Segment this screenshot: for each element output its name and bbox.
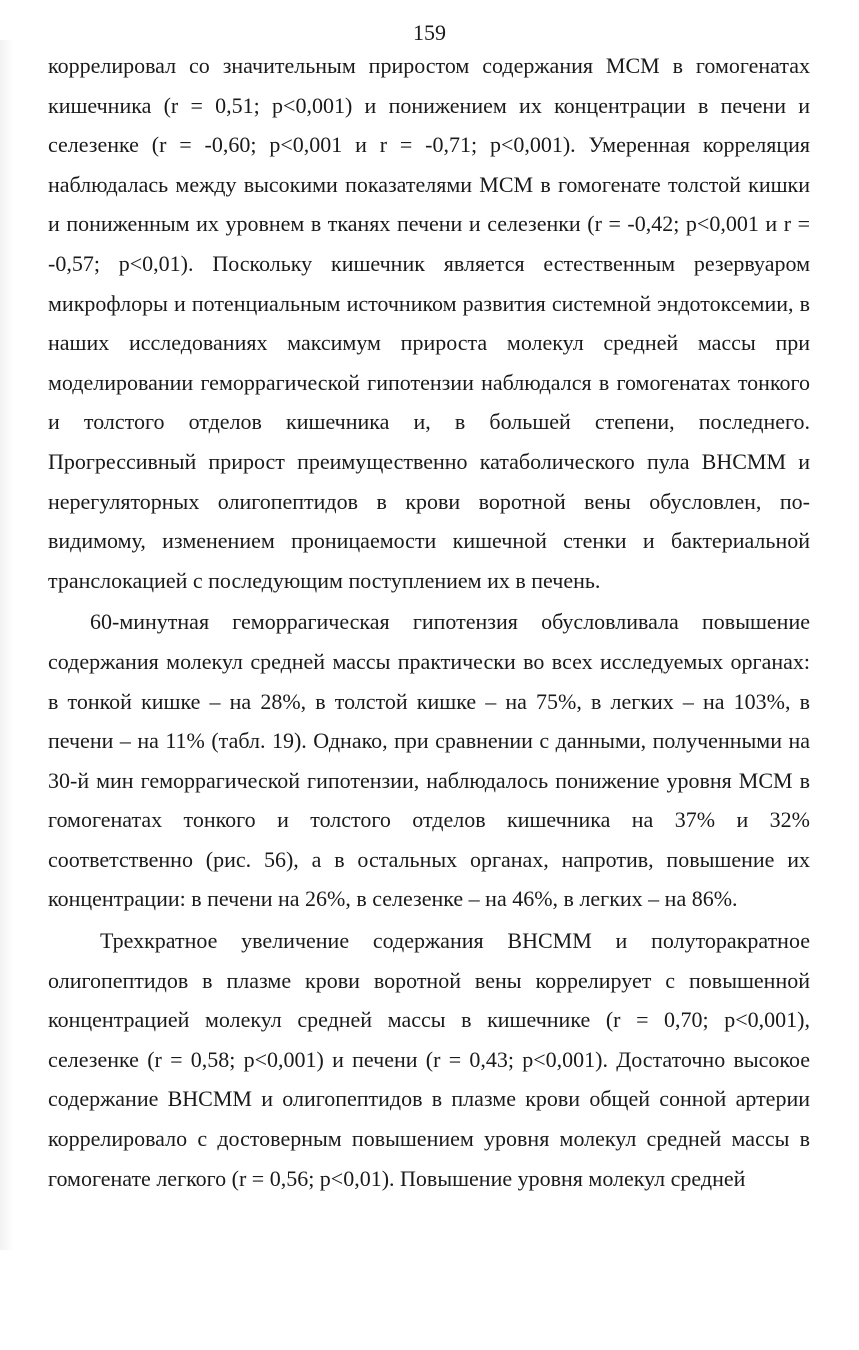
paragraph-2: 60-минутная геморрагическая гипотензия обусловливала повышение содержания молекул средней массы практически во всех исследуемых органах: в тонкой кишке – на 28%, в толстой кишке – на 75%, в легких – на 103%, в печени – на 11% (табл. 19). Однако, при сравнении с данными, полученными на 30-й мин геморрагической гипотензии, наблюдалось понижение уровня МСМ в гомогенатах тонкого и толстого отделов кишечника на 37% и 32% соответственно (рис. 56), а в остальных органах, напротив, повышение их концентрации: в печени на 26%, в селезенке – на 46%, в легких – на 86%. (48, 609, 810, 912)
paragraph-1: коррелировал со значительным приростом содержания МСМ в гомогенатах кишечника (r = 0,51; p<0,001) и понижением их концентрации в печени и селезенке (r = -0,60; p<0,001 и r = -0,71; p<0,001). Умеренная корреляция наблюдалась между высокими показателями МСМ в гомогенате толстой кишки и пониженным их уровнем в тканях печени и селезенки (r = -0,42; p<0,001 и r = -0,57; p<0,01). Поскольку кишечник является естественным резервуаром микрофлоры и потенциальным источником развития системной эндотоксемии, в наших исследованиях максимум прироста молекул средней массы при моделировании геморрагической гипотензии наблюдался в гомогенатах тонкого и толстого отделов кишечника и, в большей степени, последнего. Прогрессивный прирост преимущественно катаболического пула ВНСММ и нерегуляторных олигопептидов в крови воротной вены обусловлен, по-видимому, изменением проницаемости кишечной стенки и бактериальной транслокацией с последующим поступлением их в печень. (48, 53, 810, 593)
scan-edge-shadow (0, 40, 14, 1250)
paragraph-3: Трехкратное увеличение содержания ВНСММ и полуторакратное олигопептидов в плазме крови воротной вены коррелирует с повышенной концентрацией молекул средней массы в кишечнике (r = 0,70; p<0,001), селезенке (r = 0,58; p<0,001) и печени (r = 0,43; p<0,001). Достаточно высокое содержание ВНСММ и олигопептидов в плазме крови общей сонной артерии коррелировало с достоверным повышением уровня молекул средней массы в гомогенате легкого (r = 0,56; p<0,01). Повышение уровня молекул средней (48, 928, 810, 1191)
page-number: 159 (413, 20, 446, 45)
body-text (48, 46, 810, 1198)
